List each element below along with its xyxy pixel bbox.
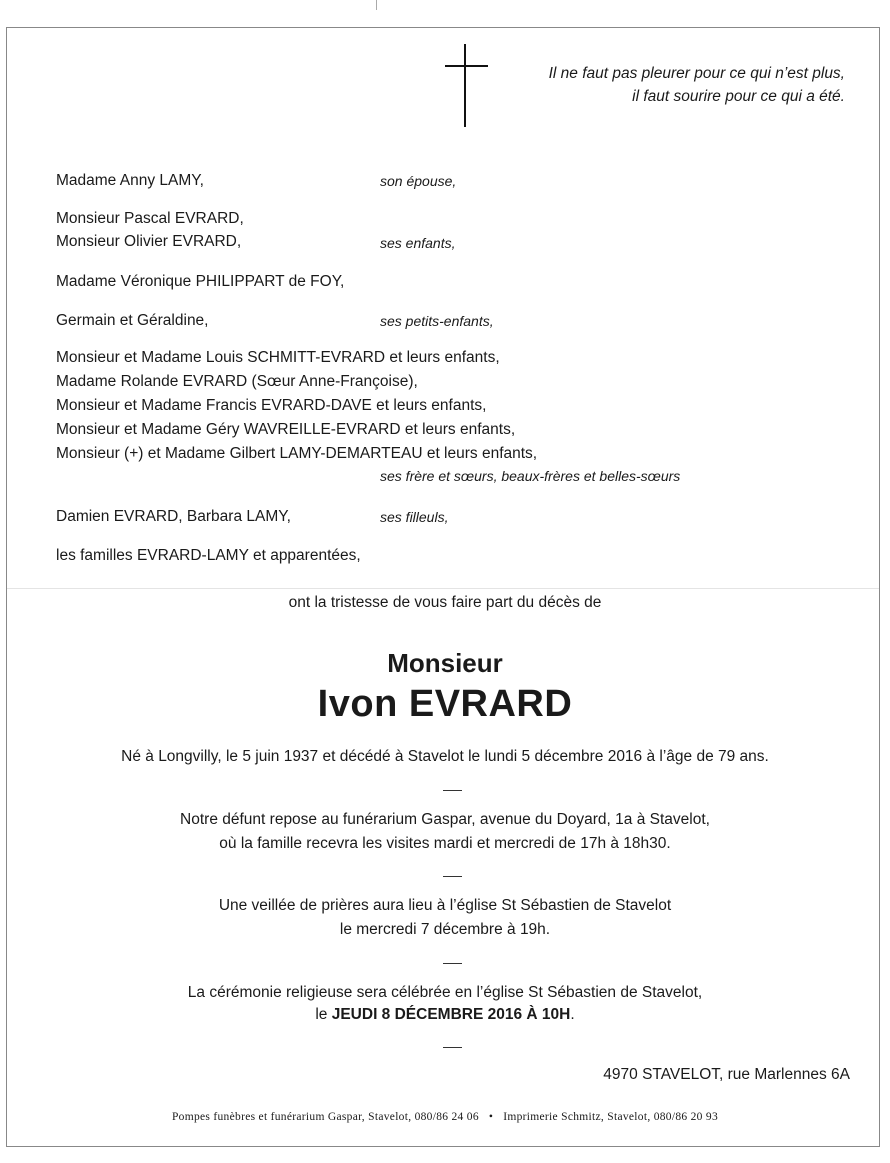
ceremony-date: JEUDI 8 DÉCEMBRE 2016 À 10H	[331, 1006, 571, 1023]
footer-funeral-home: Pompes funèbres et funérarium Gaspar, Stavelot, 080/86 24 06	[171, 1111, 479, 1123]
family-name: Madame Rolande EVRARD (Sœur Anne-Françoise),	[56, 373, 418, 390]
family-relation: ses enfants,	[380, 235, 456, 251]
footer	[0, 1111, 890, 1123]
separator-dash	[443, 876, 462, 877]
family-name: les familles EVRARD-LAMY et apparentées,	[56, 547, 361, 564]
separator-dash	[443, 1047, 462, 1048]
quote-line-1: Il ne faut pas pleurer pour ce qui n’est plus,	[548, 65, 845, 82]
birth-death-line: Né à Longvilly, le 5 juin 1937 et décédé à Stavelot le lundi 5 décembre 2016 à l’âge de 79 ans.	[121, 748, 769, 765]
funerarium-line-1: Notre défunt repose au funérarium Gaspar, avenue du Doyard, 1a à Stavelot,	[180, 811, 710, 828]
footer-separator: •	[488, 1111, 494, 1123]
deceased-name: Ivon EVRARD	[317, 683, 573, 725]
epitaph-quote	[465, 62, 845, 108]
address: 4970 STAVELOT, rue Marlennes 6A	[603, 1066, 850, 1083]
ceremony-line-1: La cérémonie religieuse sera célébrée en l’église St Sébastien de Stavelot,	[187, 984, 703, 1001]
ceremony-suffix: .	[570, 1006, 575, 1023]
separator-dash	[443, 790, 462, 791]
family-name: Monsieur et Madame Louis SCHMITT-EVRARD et leurs enfants,	[56, 349, 500, 366]
family-name: Monsieur (+) et Madame Gilbert LAMY-DEMARTEAU et leurs enfants,	[56, 445, 538, 462]
family-relation: ses filleuls,	[380, 509, 449, 525]
family-name: Monsieur Olivier EVRARD,	[56, 233, 242, 250]
quote-line-2: il faut sourire pour ce qui a été.	[632, 88, 845, 105]
vigil-line-1: Une veillée de prières aura lieu à l’église St Sébastien de Stavelot	[218, 897, 672, 914]
family-name: Madame Véronique PHILIPPART de FOY,	[56, 273, 345, 290]
family-name: Germain et Géraldine,	[56, 312, 209, 329]
ceremony-line-2	[0, 1006, 890, 1024]
family-name: Damien EVRARD, Barbara LAMY,	[56, 508, 291, 525]
fold-tick	[376, 0, 377, 10]
family-name: Monsieur Pascal EVRARD,	[56, 210, 244, 227]
family-relation: ses frère et sœurs, beaux-frères et belles-sœurs	[380, 468, 681, 484]
deceased-title: Monsieur	[387, 648, 503, 678]
separator-dash	[443, 963, 462, 964]
announcement: ont la tristesse de vous faire part du décès de	[288, 594, 602, 611]
card-border	[6, 27, 880, 1147]
family-name: Monsieur et Madame Francis EVRARD-DAVE et leurs enfants,	[56, 397, 487, 414]
family-name: Madame Anny LAMY,	[56, 172, 204, 189]
footer-printer: Imprimerie Schmitz, Stavelot, 080/86 20 93	[503, 1111, 718, 1123]
funerarium-line-2: où la famille recevra les visites mardi et mercredi de 17h à 18h30.	[219, 835, 671, 852]
family-relation: ses petits-enfants,	[380, 313, 494, 329]
vigil-line-2: le mercredi 7 décembre à 19h.	[339, 921, 551, 938]
family-relation: son épouse,	[380, 173, 457, 189]
family-name: Monsieur et Madame Géry WAVREILLE-EVRARD et leurs enfants,	[56, 421, 516, 438]
fold-line	[7, 588, 879, 589]
ceremony-prefix: le	[315, 1006, 328, 1023]
